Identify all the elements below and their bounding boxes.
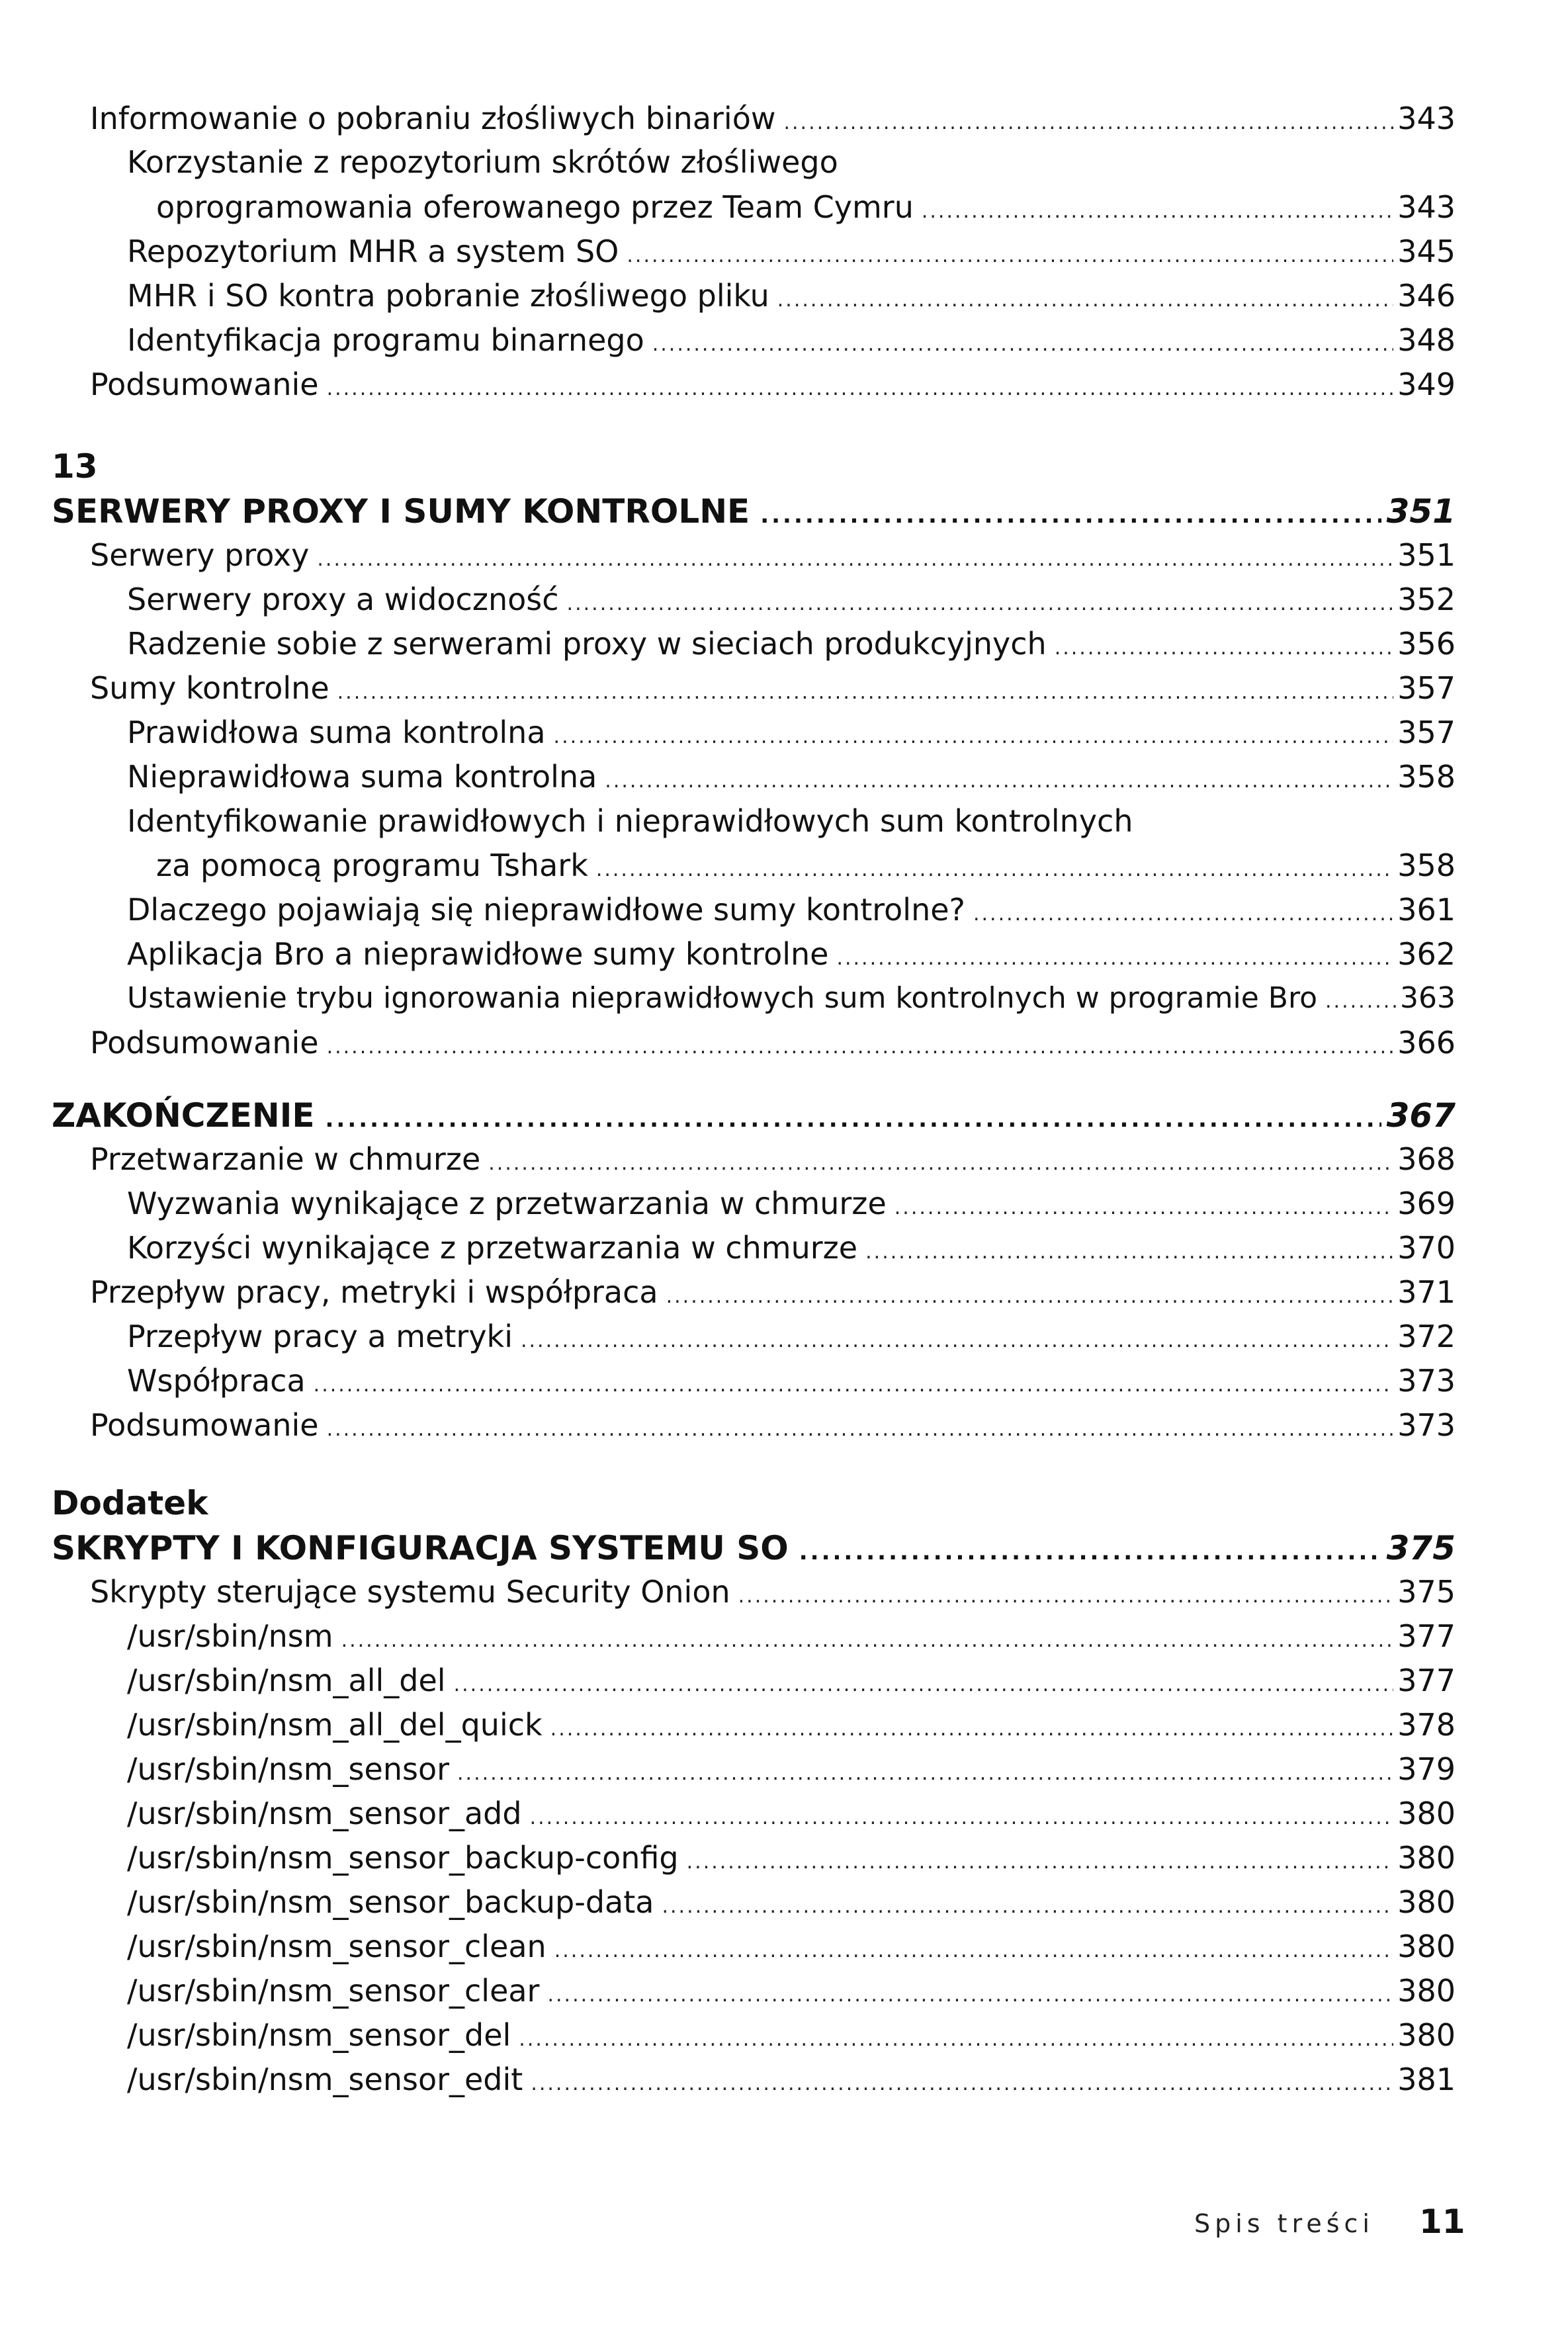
leader-dots (662, 1885, 1393, 1929)
toc-entry-page: 380 (1397, 1929, 1456, 1964)
chapter-heading (52, 1092, 1456, 1139)
toc-entry-page: 378 (1397, 1707, 1456, 1743)
leader-dots (738, 1575, 1394, 1618)
leader-dots (627, 234, 1393, 278)
leader-dots (1055, 627, 1393, 670)
toc-entry (127, 1836, 1456, 1880)
toc-entry-page: 375 (1397, 1574, 1456, 1610)
leader-dots (666, 1275, 1394, 1319)
chapter-title: SKRYPTY I KONFIGURACJA SYSTEMU SO (52, 1529, 789, 1567)
toc-entry-page: 361 (1397, 892, 1456, 928)
leader-dots (326, 1096, 1381, 1143)
toc-entry-label: Współpraca (127, 1363, 306, 1399)
toc-entry (127, 622, 1456, 666)
toc-entry (127, 1226, 1456, 1270)
leader-dots (777, 279, 1393, 322)
leader-dots (521, 1319, 1393, 1363)
toc-entry-page: 351 (1397, 537, 1456, 573)
toc-entry-label: Repozytorium MHR a system SO (127, 234, 619, 269)
toc-entry-page: 343 (1397, 189, 1456, 225)
toc-entry-page: 368 (1397, 1141, 1456, 1177)
leader-dots (596, 848, 1393, 892)
toc-entry (127, 318, 1456, 362)
toc-entry-label: Sumy kontrolne (90, 670, 329, 706)
toc-entry-label: Prawidłowa suma kontrolna (127, 715, 546, 750)
toc-entry-label: Skrypty sterujące systemu Security Onion (90, 1574, 730, 1610)
toc-entry-page: 366 (1397, 1025, 1456, 1061)
leader-dots (652, 323, 1393, 367)
toc-entry-page: 373 (1397, 1407, 1456, 1443)
toc-entry-page: 369 (1397, 1186, 1456, 1221)
toc-entry-label: Dlaczego pojawiają się nieprawidłowe sumy kontrolne? (127, 892, 965, 928)
toc-entry (156, 185, 1456, 229)
leader-dots (554, 715, 1394, 759)
toc-entry (127, 274, 1456, 318)
toc-entry (127, 1359, 1456, 1403)
toc-entry-page: 380 (1397, 1840, 1456, 1876)
chapter-heading (52, 488, 1456, 535)
toc-entry-page: 345 (1397, 234, 1456, 269)
toc-entry (90, 1270, 1456, 1314)
toc-entry-label: Korzyści wynikające z przetwarzania w chmurze (127, 1230, 858, 1266)
toc-entry-label: /usr/sbin/nsm_all_del_quick (127, 1707, 543, 1743)
toc-entry-page: 343 (1397, 101, 1456, 136)
toc-entry (127, 1614, 1456, 1658)
running-footer-label: Spis treści (1194, 2209, 1374, 2238)
toc-entry (127, 1659, 1456, 1702)
chapter-page: 367 (1386, 1096, 1456, 1135)
toc-entry-label: Wyzwania wynikające z przetwarzania w chmurze (127, 1186, 887, 1221)
chapter-number: 13 (52, 447, 98, 486)
toc-entry-page: 357 (1397, 670, 1456, 706)
toc-entry (127, 1925, 1456, 1968)
toc-entry (127, 2058, 1456, 2101)
leader-dots (1325, 980, 1396, 1024)
toc-entry (90, 97, 1456, 140)
toc-entry-page: 358 (1397, 848, 1456, 883)
toc-entry-label: Przepływ pracy a metryki (127, 1319, 513, 1354)
leader-dots (894, 1186, 1393, 1230)
chapter-title: ZAKOŃCZENIE (52, 1096, 315, 1135)
toc-entry-label: /usr/sbin/nsm_sensor_add (127, 1796, 522, 1831)
toc-entry-page: 380 (1397, 2017, 1456, 2053)
toc-entry-label: /usr/sbin/nsm_sensor_del (127, 2017, 511, 2053)
toc-entry-page: 362 (1397, 936, 1456, 972)
leader-dots (530, 1796, 1394, 1840)
toc-entry-page: 379 (1397, 1751, 1456, 1787)
toc-entry (156, 844, 1456, 887)
leader-dots (760, 492, 1381, 539)
toc-entry-label-cont: za pomocą programu Tshark (156, 848, 588, 883)
toc-entry-label: Radzenie sobie z serwerami proxy w sieciach produkcyjnych (127, 626, 1047, 662)
toc-entry (127, 888, 1456, 932)
toc-entry-label: /usr/sbin/nsm_sensor (127, 1751, 449, 1787)
toc-entry-label: Korzystanie z repozytorium skrótów złośliwego (127, 144, 838, 180)
toc-entry-label: /usr/sbin/nsm_sensor_backup-data (127, 1884, 654, 1920)
leader-dots (337, 671, 1394, 715)
toc-entry (127, 755, 1456, 799)
toc-entry (90, 1021, 1456, 1065)
toc-entry-page: 358 (1397, 759, 1456, 795)
toc-entry (90, 533, 1456, 577)
toc-entry-label: Ustawienie trybu ignorowania nieprawidłowych sum kontrolnych w programie Bro (127, 981, 1317, 1015)
leader-dots (550, 1708, 1394, 1751)
toc-entry-page: 373 (1397, 1363, 1456, 1399)
leader-dots (836, 937, 1393, 980)
toc-entry-label: Nieprawidłowa suma kontrolna (127, 759, 597, 795)
chapter-heading (52, 1525, 1456, 1571)
toc-entry-label: Serwery proxy a widoczność (127, 582, 559, 617)
toc-entry-page: 352 (1397, 582, 1456, 617)
toc-entry (127, 1880, 1456, 1924)
leader-dots (317, 538, 1393, 582)
leader-dots (531, 2062, 1393, 2106)
toc-entry-label: /usr/sbin/nsm_all_del (127, 1663, 446, 1698)
toc-entry-page: 377 (1397, 1618, 1456, 1654)
toc-entry-label-cont: oprogramowania oferowanego przez Team Cymru (156, 189, 914, 225)
leader-dots (547, 1974, 1393, 2017)
toc-entry-page: 380 (1397, 1973, 1456, 2009)
toc-entry-label: /usr/sbin/nsm (127, 1618, 333, 1654)
toc-entry-page: 346 (1397, 278, 1456, 314)
leader-dots (327, 367, 1394, 411)
leader-dots (865, 1231, 1393, 1274)
toc-entry-page: 348 (1397, 322, 1456, 358)
toc-entry (127, 977, 1456, 1020)
toc-entry (127, 711, 1456, 754)
toc-entry (127, 1969, 1456, 2013)
chapter-page: 351 (1386, 492, 1456, 531)
toc-entry-page: 380 (1397, 1796, 1456, 1831)
appendix-label: Dodatek (52, 1484, 208, 1522)
leader-dots (687, 1841, 1394, 1884)
toc-entry-label: Podsumowanie (90, 367, 319, 402)
page-number: 11 (1419, 2202, 1465, 2241)
leader-dots (327, 1025, 1394, 1069)
toc-entry (90, 1570, 1456, 1614)
toc-entry (90, 363, 1456, 406)
toc-entry-label: Podsumowanie (90, 1025, 319, 1061)
toc-entry-label: /usr/sbin/nsm_sensor_clean (127, 1929, 546, 1964)
toc-entry-label: Przetwarzanie w chmurze (90, 1141, 481, 1177)
leader-dots (799, 1529, 1381, 1575)
leader-dots (454, 1663, 1394, 1707)
toc-entry (127, 1182, 1456, 1225)
toc-entry (127, 2013, 1456, 2057)
toc-entry-label: Podsumowanie (90, 1407, 319, 1443)
toc-entry-page: 377 (1397, 1663, 1456, 1698)
toc-entry (127, 578, 1456, 621)
toc-entry-page: 349 (1397, 367, 1456, 402)
toc-entry-page: 371 (1397, 1274, 1456, 1310)
toc-entry (90, 666, 1456, 710)
toc-entry-page: 372 (1397, 1319, 1456, 1354)
leader-dots (327, 1408, 1394, 1452)
toc-entry-page: 381 (1397, 2062, 1456, 2097)
toc-entry-label: Identyfikowanie prawidłowych i nieprawidłowych sum kontrolnych (127, 803, 1133, 839)
toc-entry (127, 230, 1456, 273)
toc-entry (127, 1703, 1456, 1747)
leader-dots (488, 1142, 1393, 1186)
leader-dots (457, 1752, 1393, 1796)
toc-entry-label: Identyfikacja programu binarnego (127, 322, 644, 358)
toc-entry-page: 356 (1397, 626, 1456, 662)
leader-dots (314, 1364, 1394, 1407)
toc-entry (90, 1137, 1456, 1181)
toc-entry-label: Aplikacja Bro a nieprawidłowe sumy kontrolne (127, 936, 829, 972)
leader-dots (922, 190, 1393, 234)
toc-entry-label: Informowanie o pobraniu złośliwych binariów (90, 101, 776, 136)
toc-entry-label: /usr/sbin/nsm_sensor_clear (127, 1973, 540, 2009)
toc-entry-page: 380 (1397, 1884, 1456, 1920)
chapter-title: SERWERY PROXY I SUMY KONTROLNE (52, 492, 750, 531)
toc-entry-label: /usr/sbin/nsm_sensor_backup-config (127, 1840, 679, 1876)
toc-entry (127, 1315, 1456, 1358)
toc-entry (127, 1747, 1456, 1791)
toc-entry-label: MHR i SO kontra pobranie złośliwego pliku (127, 278, 769, 314)
chapter-page: 375 (1386, 1529, 1456, 1567)
toc-entry (127, 932, 1456, 976)
toc-entry-page: 370 (1397, 1230, 1456, 1266)
toc-entry (127, 1792, 1456, 1835)
leader-dots (783, 101, 1393, 145)
toc-entry-page: 363 (1400, 981, 1456, 1015)
leader-dots (567, 582, 1394, 626)
toc-entry-page: 357 (1397, 715, 1456, 750)
toc-entry-label: Przepływ pracy, metryki i współpraca (90, 1274, 658, 1310)
toc-entry (90, 1403, 1456, 1447)
leader-dots (554, 1929, 1393, 1973)
toc-entry-label: /usr/sbin/nsm_sensor_edit (127, 2062, 523, 2097)
leader-dots (519, 2018, 1393, 2062)
leader-dots (341, 1619, 1394, 1663)
leader-dots (973, 893, 1393, 936)
toc-entry-label: Serwery proxy (90, 537, 310, 573)
leader-dots (605, 760, 1393, 803)
